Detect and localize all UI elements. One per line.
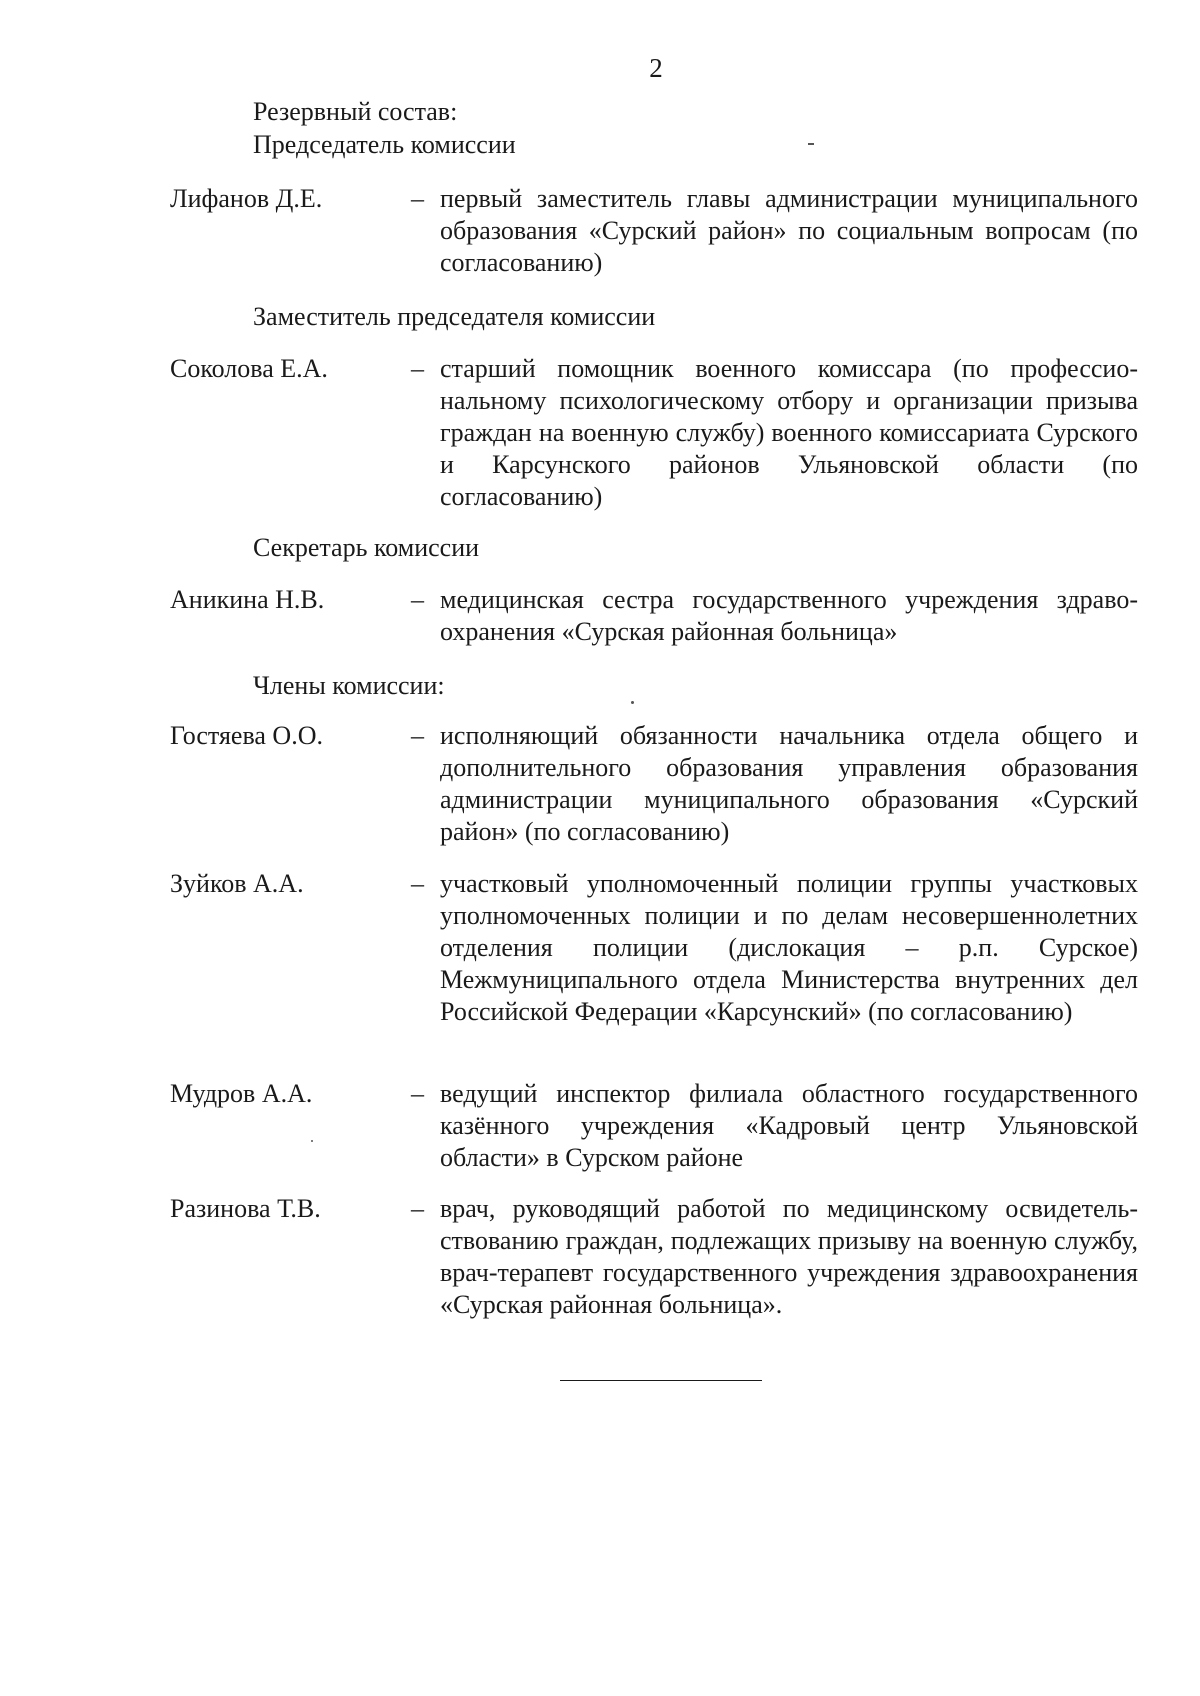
dash-separator: – (411, 1194, 424, 1223)
person-description: врач, руководящий работой по медицинскому освидетельствованию граждан, подлежащих призыву на военную службу, врач-терапевт государственного учреждения здравоохранения «Сурская районная больница». (440, 1194, 1138, 1319)
person-name: Соколова Е.А. (170, 354, 328, 383)
secretary-heading: Секретарь комиссии (253, 533, 480, 562)
reserve-title: Резервный состав: (253, 97, 458, 126)
person-name: Аникина Н.В. (170, 585, 325, 614)
person-name: Мудров А.А. (170, 1079, 313, 1108)
dash-separator: – (411, 869, 424, 898)
scan-speck (311, 1140, 313, 1142)
person-description: первый заместитель главы администрации муниципального образования «Сурский район» по социальным вопросам (по согласованию) (440, 184, 1138, 277)
member-entry (170, 868, 1138, 1028)
person-name: Зуйков А.А. (170, 869, 304, 898)
person-description: участковый уполномоченный полиции группы участковых уполномоченных полиции и по делам несовершеннолетних отделения полиции (дислокация – р.п. Сурское) Межмуниципального отдела Министерства внутренних дел Российской Федерации «Карсунский» (по согласованию) (440, 869, 1138, 1026)
chair-entry (170, 183, 1138, 279)
dash-separator: – (411, 585, 424, 614)
members-heading: Члены комиссии: (253, 671, 445, 700)
scan-speck (631, 701, 634, 704)
person-name: Разинова Т.В. (170, 1194, 321, 1223)
page-number: 2 (649, 53, 663, 83)
person-name: Лифанов Д.Е. (170, 184, 323, 213)
dash-separator: – (411, 184, 424, 213)
end-divider-line (560, 1380, 762, 1381)
person-description: исполняющий обязанности начальника отдела общего и дополнительного образования управления образования администрации муниципального образования «Сурский район» (по согласованию) (440, 721, 1138, 846)
dash-separator: – (411, 1079, 424, 1108)
dash-separator: – (411, 721, 424, 750)
person-description: медицинская сестра государственного учреждения здравоохранения «Сурская районная больница» (440, 585, 1138, 646)
member-entry (170, 1193, 1138, 1321)
member-entry (170, 720, 1138, 848)
dash-separator: – (411, 354, 424, 383)
person-description: старший помощник военного комиссара (по профессиональному психологическому отбору и организации призыва граждан на военную службу) военного комиссариата Сурского и Карсунского районов Ульяновской области (по согласованию) (440, 354, 1138, 511)
member-entry (170, 1078, 1138, 1174)
chair-heading: Председатель комиссии (253, 130, 516, 159)
scan-speck (808, 143, 814, 145)
deputy-heading: Заместитель председателя комиссии (253, 302, 656, 331)
secretary-entry (170, 584, 1138, 648)
deputy-entry (170, 353, 1138, 513)
person-name: Гостяева О.О. (170, 721, 323, 750)
person-description: ведущий инспектор филиала областного государственного казённого учреждения «Кадровый центр Ульяновской области» в Сурском районе (440, 1079, 1138, 1172)
